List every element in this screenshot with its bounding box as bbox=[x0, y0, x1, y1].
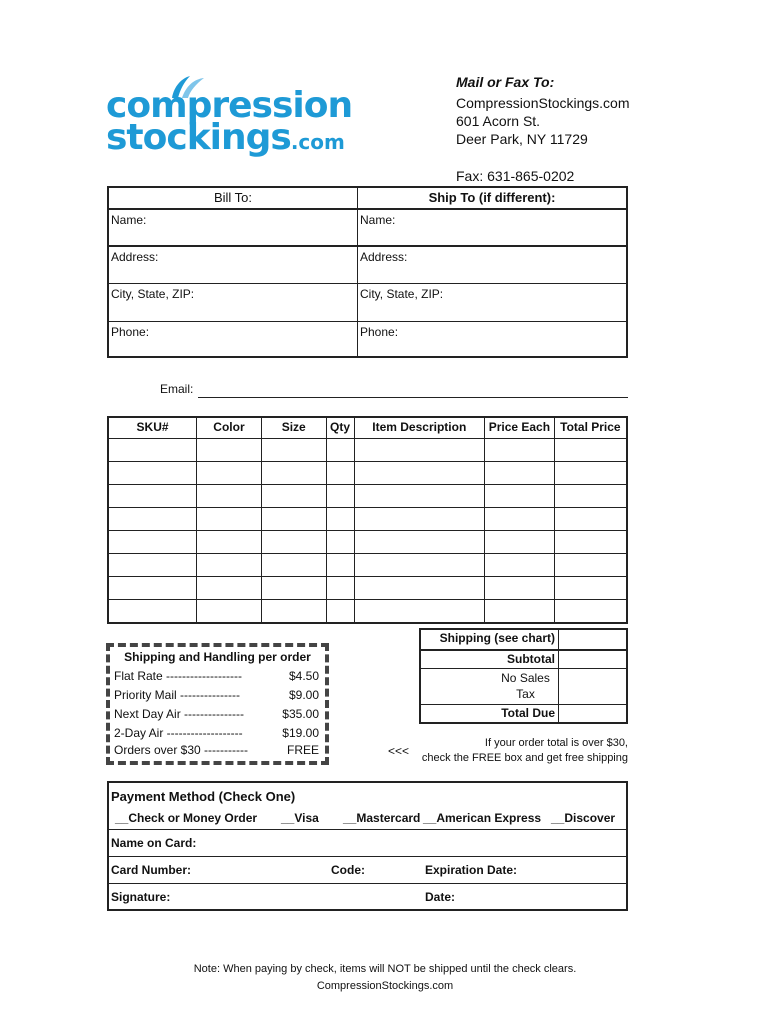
mail-street: 601 Acorn St. bbox=[456, 113, 541, 129]
table-cell[interactable] bbox=[354, 577, 485, 600]
table-row bbox=[108, 554, 627, 577]
ship-city-label: City, State, ZIP: bbox=[360, 287, 444, 301]
shipping-price: FREE bbox=[286, 743, 319, 757]
mail-city: Deer Park, NY 11729 bbox=[456, 131, 588, 147]
table-cell[interactable] bbox=[354, 600, 485, 624]
logo-line1: compression bbox=[106, 85, 353, 126]
shipping-row-nextday bbox=[114, 707, 319, 721]
payment-option-check[interactable]: __Check or Money Order bbox=[115, 811, 258, 825]
shipping-name: 2-Day Air ------------------- bbox=[114, 726, 243, 740]
card-number-label: Card Number: bbox=[111, 863, 192, 877]
tax-label-1: No Sales bbox=[501, 671, 550, 685]
free-note-line2: check the FREE box and get free shipping bbox=[421, 752, 628, 764]
ship-to-header: Ship To (if different): bbox=[428, 190, 556, 205]
shipping-row-flat bbox=[114, 669, 319, 683]
table-cell[interactable] bbox=[354, 508, 485, 531]
ship-to-column bbox=[357, 188, 626, 356]
logo-line2 bbox=[106, 117, 345, 160]
table-cell[interactable] bbox=[197, 600, 262, 624]
email-label: Email: bbox=[160, 382, 194, 396]
payment-title: Payment Method (Check One) bbox=[111, 789, 296, 804]
table-cell[interactable] bbox=[108, 577, 197, 600]
table-cell[interactable] bbox=[326, 531, 354, 554]
date-label: Date: bbox=[425, 890, 456, 904]
table-cell[interactable] bbox=[108, 600, 197, 624]
shipping-price: $9.00 bbox=[288, 688, 319, 702]
bill-address-label: Address: bbox=[111, 250, 159, 264]
table-row bbox=[108, 577, 627, 600]
ship-phone-field[interactable] bbox=[358, 321, 626, 358]
free-note-line1: If your order total is over $30, bbox=[484, 737, 628, 749]
shipping-row-free bbox=[114, 743, 319, 757]
expiration-label: Expiration Date: bbox=[425, 863, 518, 877]
signature-label: Signature: bbox=[111, 890, 171, 904]
table-cell[interactable] bbox=[261, 554, 326, 577]
table-cell[interactable] bbox=[326, 485, 354, 508]
shipping-name: Next Day Air --------------- bbox=[114, 707, 244, 721]
footer-site: CompressionStockings.com bbox=[316, 980, 454, 992]
arrows-indicator: <<< bbox=[388, 744, 410, 758]
table-cell[interactable] bbox=[261, 485, 326, 508]
table-cell[interactable] bbox=[197, 462, 262, 485]
mail-company: CompressionStockings.com bbox=[456, 95, 630, 111]
bill-to-header: Bill To: bbox=[213, 190, 253, 205]
subtotal-row bbox=[421, 649, 626, 668]
table-row bbox=[108, 600, 627, 624]
table-cell[interactable] bbox=[485, 531, 555, 554]
table-cell[interactable] bbox=[326, 554, 354, 577]
mail-header: Mail or Fax To: bbox=[456, 74, 555, 90]
table-cell[interactable] bbox=[326, 508, 354, 531]
col-size: Size bbox=[261, 417, 326, 439]
shipping-name: Orders over $30 ----------- bbox=[114, 743, 248, 757]
bill-name-label: Name: bbox=[111, 213, 147, 227]
table-cell[interactable] bbox=[261, 439, 326, 462]
table-cell[interactable] bbox=[554, 439, 627, 462]
table-cell[interactable] bbox=[326, 462, 354, 485]
shipping-row-2day bbox=[114, 726, 319, 740]
table-cell[interactable] bbox=[197, 577, 262, 600]
table-row bbox=[108, 508, 627, 531]
subtotal-value[interactable] bbox=[558, 651, 626, 668]
shipping-price: $19.00 bbox=[282, 726, 319, 740]
table-row bbox=[108, 462, 627, 485]
shipping-name: Flat Rate ------------------- bbox=[114, 669, 242, 683]
table-cell[interactable] bbox=[485, 577, 555, 600]
table-cell[interactable] bbox=[485, 462, 555, 485]
order-table-header bbox=[108, 417, 627, 439]
bill-name-field[interactable] bbox=[109, 208, 357, 245]
table-cell[interactable] bbox=[554, 554, 627, 577]
totals-box bbox=[419, 628, 628, 724]
payment-box bbox=[107, 781, 628, 911]
subtotal-label: Subtotal bbox=[507, 652, 555, 666]
table-row bbox=[108, 485, 627, 508]
col-color: Color bbox=[197, 417, 262, 439]
company-logo bbox=[106, 74, 356, 174]
bill-address-field[interactable] bbox=[109, 245, 357, 283]
table-cell[interactable] bbox=[554, 531, 627, 554]
payment-option-mastercard[interactable]: __Mastercard bbox=[343, 811, 421, 825]
order-table bbox=[107, 416, 628, 624]
payment-option-discover[interactable]: __Discover bbox=[551, 811, 616, 825]
shipping-name: Priority Mail --------------- bbox=[114, 688, 240, 702]
table-cell[interactable] bbox=[197, 508, 262, 531]
table-cell[interactable] bbox=[108, 439, 197, 462]
table-cell[interactable] bbox=[554, 508, 627, 531]
tax-value bbox=[558, 669, 626, 704]
total-due-label: Total Due bbox=[501, 706, 555, 720]
table-cell[interactable] bbox=[554, 577, 627, 600]
table-cell[interactable] bbox=[554, 462, 627, 485]
table-cell[interactable] bbox=[354, 485, 485, 508]
table-cell[interactable] bbox=[354, 462, 485, 485]
col-total-price: Total Price bbox=[554, 417, 627, 439]
table-cell[interactable] bbox=[326, 600, 354, 624]
table-cell[interactable] bbox=[485, 554, 555, 577]
shipping-value[interactable] bbox=[558, 630, 626, 649]
table-cell[interactable] bbox=[108, 462, 197, 485]
table-cell[interactable] bbox=[485, 485, 555, 508]
tax-label-2: Tax bbox=[516, 687, 535, 701]
shipping-label: Shipping (see chart) bbox=[439, 631, 555, 645]
bill-city-field[interactable] bbox=[109, 283, 357, 321]
name-on-card-row[interactable] bbox=[109, 829, 626, 856]
shipping-price: $35.00 bbox=[282, 707, 319, 721]
shipping-chart-box bbox=[106, 643, 329, 765]
table-cell[interactable] bbox=[197, 485, 262, 508]
total-due-row bbox=[421, 704, 626, 722]
shipping-price: $4.50 bbox=[288, 669, 319, 683]
table-cell[interactable] bbox=[485, 508, 555, 531]
shipping-row bbox=[421, 630, 626, 649]
table-cell[interactable] bbox=[108, 508, 197, 531]
mail-fax: Fax: 631-865-0202 bbox=[456, 168, 575, 184]
payment-option-amex[interactable]: __American Express bbox=[423, 811, 542, 825]
table-cell[interactable] bbox=[326, 577, 354, 600]
name-on-card-label: Name on Card: bbox=[111, 836, 197, 850]
payment-option-visa[interactable]: __Visa bbox=[281, 811, 319, 825]
table-cell[interactable] bbox=[326, 439, 354, 462]
bill-phone-field[interactable] bbox=[109, 321, 357, 358]
ship-phone-label: Phone: bbox=[360, 325, 399, 339]
table-cell[interactable] bbox=[261, 462, 326, 485]
bill-ship-box bbox=[107, 186, 628, 358]
table-cell[interactable] bbox=[108, 554, 197, 577]
table-cell[interactable] bbox=[354, 439, 485, 462]
ship-city-field[interactable] bbox=[358, 283, 626, 321]
table-cell[interactable] bbox=[354, 554, 485, 577]
shipping-chart-title: Shipping and Handling per order bbox=[124, 650, 311, 664]
ship-address-field[interactable] bbox=[358, 245, 626, 283]
logo-domain: .com bbox=[290, 130, 345, 154]
total-due-value[interactable] bbox=[558, 705, 626, 722]
code-label: Code: bbox=[331, 863, 365, 877]
col-description: Item Description bbox=[354, 417, 485, 439]
table-cell[interactable] bbox=[554, 485, 627, 508]
card-number-row[interactable] bbox=[109, 856, 626, 883]
table-cell[interactable] bbox=[554, 600, 627, 624]
footer-note: Note: When paying by check, items will NOT be shipped until the check clears. bbox=[193, 963, 577, 975]
table-cell[interactable] bbox=[485, 439, 555, 462]
table-row bbox=[108, 439, 627, 462]
bill-to-column bbox=[109, 188, 357, 356]
col-price-each: Price Each bbox=[485, 417, 555, 439]
tax-row bbox=[421, 668, 626, 704]
ship-address-label: Address: bbox=[360, 250, 408, 264]
table-cell[interactable] bbox=[354, 531, 485, 554]
email-field[interactable] bbox=[198, 397, 628, 398]
col-sku: SKU# bbox=[108, 417, 197, 439]
bill-city-label: City, State, ZIP: bbox=[111, 287, 195, 301]
table-cell[interactable] bbox=[261, 600, 326, 624]
table-cell[interactable] bbox=[261, 577, 326, 600]
ship-name-field[interactable] bbox=[358, 208, 626, 245]
table-row bbox=[108, 531, 627, 554]
shipping-row-priority bbox=[114, 688, 319, 702]
table-cell[interactable] bbox=[197, 531, 262, 554]
signature-row[interactable] bbox=[109, 883, 626, 909]
table-cell[interactable] bbox=[485, 600, 555, 624]
table-cell[interactable] bbox=[261, 508, 326, 531]
logo-line2-text: stockings bbox=[106, 117, 291, 158]
table-cell[interactable] bbox=[108, 531, 197, 554]
ship-name-label: Name: bbox=[360, 213, 396, 227]
table-cell[interactable] bbox=[197, 554, 262, 577]
table-cell[interactable] bbox=[197, 439, 262, 462]
col-qty: Qty bbox=[326, 417, 354, 439]
free-shipping-note bbox=[416, 736, 628, 766]
table-cell[interactable] bbox=[108, 485, 197, 508]
table-cell[interactable] bbox=[261, 531, 326, 554]
bill-phone-label: Phone: bbox=[111, 325, 150, 339]
